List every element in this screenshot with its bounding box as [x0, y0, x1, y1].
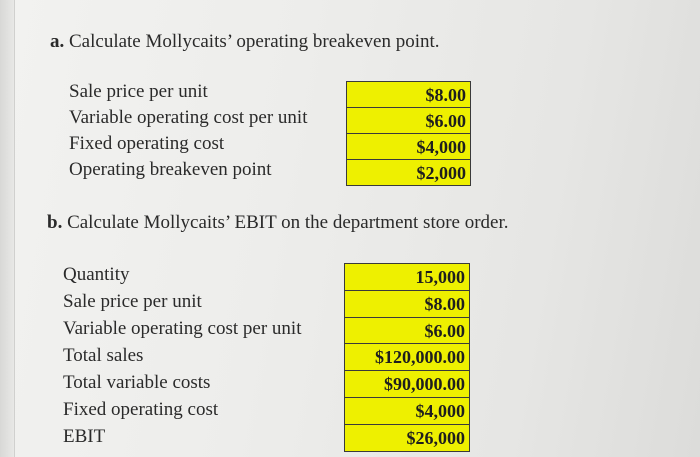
part-b-value-cells: [344, 263, 470, 452]
part-a-label-breakeven: Operating breakeven point: [69, 159, 272, 180]
part-b-value-total-sales[interactable]: $120,000.00: [345, 344, 469, 371]
part-a-labels: [69, 79, 307, 183]
part-b-heading: [47, 212, 509, 234]
part-b-label-total-sales: Total sales: [63, 345, 144, 366]
part-b-label-total-variable-costs: Total variable costs: [63, 372, 211, 393]
part-a-label-fixed-cost: Fixed operating cost: [69, 133, 225, 154]
part-a-value-fixed-cost[interactable]: $4,000: [347, 134, 470, 160]
part-a-title: Calculate Mollycaits’ operating breakeven point.: [69, 31, 440, 52]
part-a-value-variable-cost[interactable]: $6.00: [347, 108, 470, 134]
part-b-value-total-variable-costs[interactable]: $90,000.00: [345, 371, 469, 398]
part-b-label-sale-price: Sale price per unit: [63, 291, 202, 312]
part-a-letter: a.: [50, 31, 65, 52]
part-a-value-sale-price[interactable]: $8.00: [347, 82, 470, 108]
part-b-label-variable-cost: Variable operating cost per unit: [63, 318, 302, 339]
part-b-value-fixed-cost[interactable]: $4,000: [345, 398, 469, 425]
part-b-value-quantity[interactable]: 15,000: [345, 264, 469, 291]
part-a-label-variable-cost: Variable operating cost per unit: [69, 107, 308, 128]
part-b-title: Calculate Mollycaits’ EBIT on the department store order.: [67, 212, 509, 233]
part-a-value-cells: [346, 81, 471, 186]
part-b-value-ebit[interactable]: $26,000: [345, 425, 469, 452]
part-b-letter: b.: [47, 212, 63, 233]
part-a-value-breakeven[interactable]: $2,000: [347, 160, 470, 186]
part-b-label-fixed-cost: Fixed operating cost: [63, 399, 219, 420]
part-b-label-quantity: Quantity: [63, 264, 130, 285]
part-a-heading: [50, 31, 440, 53]
part-b-label-ebit: EBIT: [63, 426, 106, 447]
part-a-label-sale-price: Sale price per unit: [69, 81, 208, 102]
part-b-value-variable-cost[interactable]: $6.00: [345, 318, 469, 345]
part-b-labels: [63, 261, 301, 450]
part-b-value-sale-price[interactable]: $8.00: [345, 291, 469, 318]
